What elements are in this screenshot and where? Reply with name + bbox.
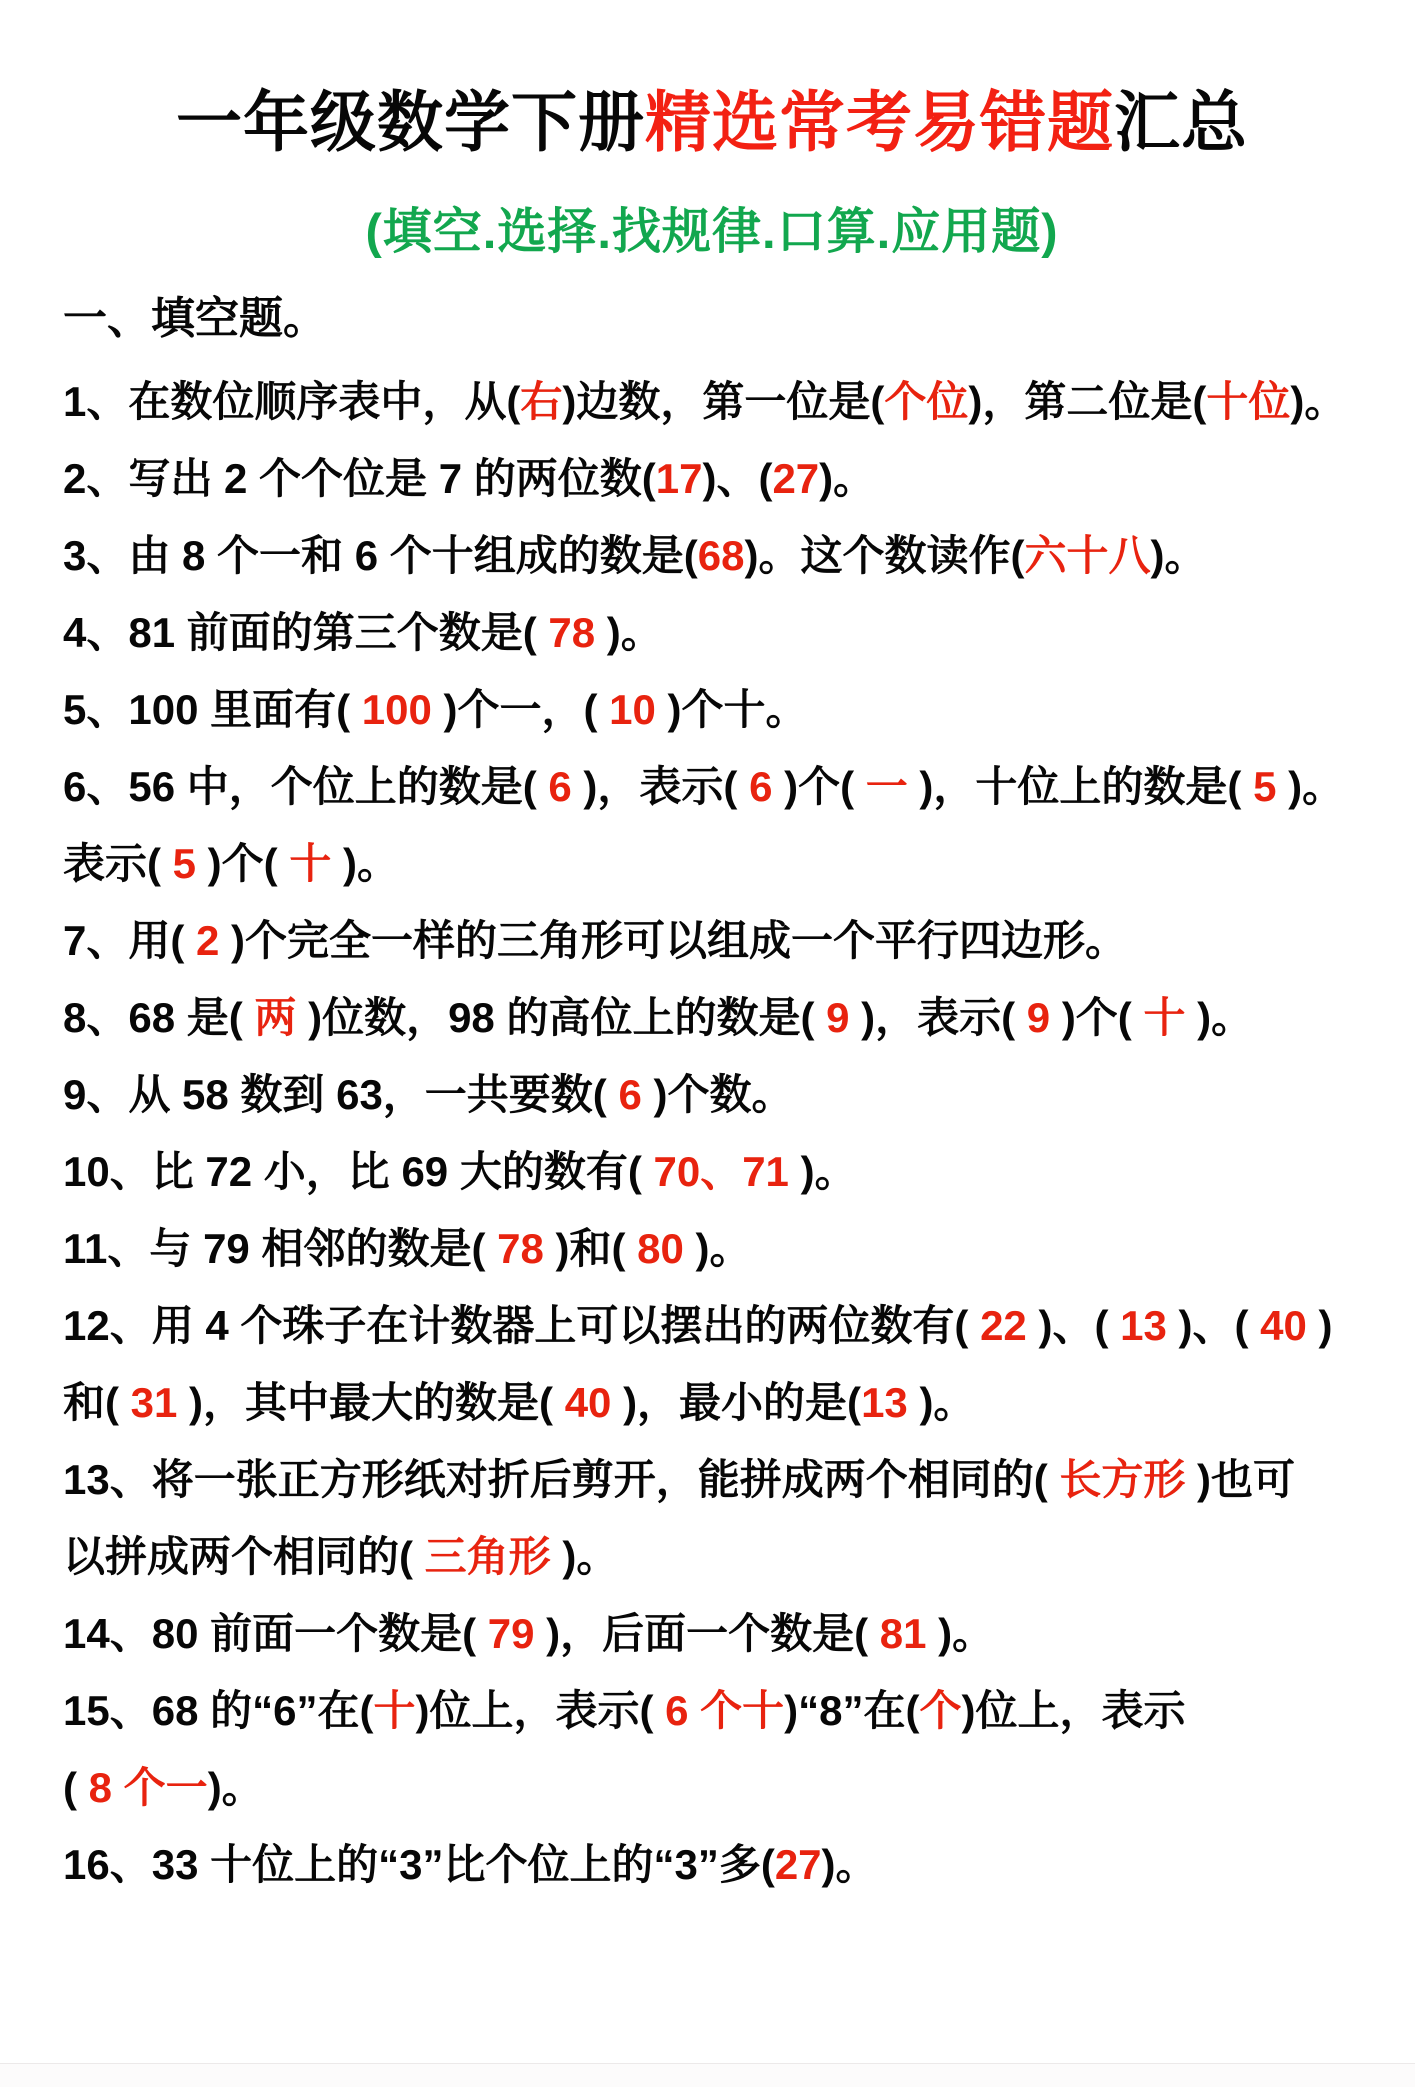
question-item-12 — [63, 1287, 1361, 1441]
answer-text: 27 — [774, 1841, 822, 1888]
question-item-6 — [63, 748, 1361, 902]
page-title-part2: 精选常考易错题 — [645, 85, 1114, 159]
question-text: )个完全一样的三角形可以组成一个平行四边形。 — [219, 917, 1128, 964]
question-text: 12、用 4 个珠子在计数器上可以摆出的两位数有( — [63, 1302, 981, 1349]
question-text: 5、100 里面有( — [63, 686, 362, 733]
answer-text: 31 — [130, 1379, 178, 1426]
question-text: 16、33 十位上的“3”比个位上的“3”多( — [63, 1841, 775, 1888]
question-item-15 — [63, 1672, 1361, 1826]
question-text: 7、用( — [63, 917, 197, 964]
section-heading-fill-in-blanks: 一、填空题。 — [63, 294, 327, 343]
page-subtitle: (填空.选择.找规律.口算.应用题) — [365, 205, 1059, 259]
question-text: 3、由 8 个一和 6 个十组成的数是( — [63, 532, 698, 579]
answer-text: 10 — [609, 686, 656, 733]
answer-text: 个 — [919, 1687, 962, 1734]
question-text: )。 — [550, 1533, 619, 1580]
page-bottom-edge — [0, 2063, 1415, 2087]
answer-text: 78 — [497, 1225, 544, 1272]
question-text: )位上，表示 — [961, 1687, 1186, 1734]
answer-text: 十位 — [1206, 378, 1291, 425]
answer-text: 三角形 — [424, 1533, 551, 1580]
question-item-11 — [63, 1210, 1361, 1287]
answer-text: 十 — [289, 840, 332, 887]
question-text: )、( — [702, 455, 773, 502]
answer-text: 13 — [861, 1379, 908, 1426]
answer-text: 78 — [548, 609, 596, 656]
question-text: )。 — [788, 1148, 857, 1195]
answer-text: 十 — [373, 1687, 416, 1734]
question-list — [63, 363, 1361, 1903]
question-item-2 — [63, 440, 1361, 517]
question-text: 15、68 的“6”在( — [63, 1687, 374, 1734]
question-text: )。这个数读作( — [744, 532, 1025, 579]
question-text: )和( — [543, 1225, 638, 1272]
question-text: 6、56 中，个位上的数是( — [63, 763, 549, 810]
question-text: )。 — [1185, 994, 1254, 1041]
answer-text: 9 — [1026, 994, 1051, 1041]
question-text: )。 — [331, 840, 399, 887]
question-text: )，第二位是( — [968, 378, 1207, 425]
answer-text: 81 — [879, 1610, 927, 1657]
question-text: 1、在数位顺序表中，从( — [63, 378, 521, 425]
page-title — [63, 86, 1361, 158]
question-text: )。 — [683, 1225, 752, 1272]
question-text: 和( — [63, 1379, 131, 1426]
question-text: )，表示( — [571, 763, 750, 810]
question-text: )位上，表示( — [415, 1687, 666, 1734]
answer-text: 9 — [826, 994, 850, 1041]
question-text: )。 — [1290, 378, 1347, 425]
question-text: )个十。 — [655, 686, 808, 733]
question-text: )，后面一个数是( — [534, 1610, 880, 1657]
answer-text: 17 — [655, 455, 703, 502]
question-item-14 — [63, 1595, 1361, 1672]
question-text: ) — [1306, 1302, 1333, 1349]
answer-text: 68 — [697, 532, 745, 579]
question-item-1 — [63, 363, 1361, 440]
question-item-10 — [63, 1133, 1361, 1210]
question-text: )，十位上的数是( — [907, 763, 1254, 810]
question-text: )位数，98 的高位上的数是( — [296, 994, 827, 1041]
question-item-3 — [63, 517, 1361, 594]
answer-text: 长方形 — [1059, 1456, 1186, 1503]
answer-text: 5 — [172, 840, 197, 887]
question-text: )也可 — [1185, 1456, 1296, 1503]
question-item-7 — [63, 902, 1361, 979]
question-text: )个一，( — [431, 686, 610, 733]
answer-text: 右 — [520, 378, 563, 425]
question-text: )。 — [907, 1379, 976, 1426]
question-item-9 — [63, 1056, 1361, 1133]
question-text: 13、将一张正方形纸对折后剪开，能拼成两个相同的( — [63, 1456, 1060, 1503]
answer-text: 十 — [1143, 994, 1186, 1041]
question-text: )，表示( — [849, 994, 1027, 1041]
question-text: )。 — [819, 455, 876, 502]
answer-text: 6 — [618, 1071, 642, 1118]
answer-text: 8 个一 — [88, 1764, 208, 1811]
answer-text: 6 — [548, 763, 572, 810]
question-text: )。 — [926, 1610, 995, 1657]
question-text: )“8”在( — [784, 1687, 920, 1734]
answer-text: 22 — [980, 1302, 1027, 1349]
question-item-8 — [63, 979, 1361, 1056]
answer-text: 13 — [1120, 1302, 1167, 1349]
question-text: )、( — [1166, 1302, 1261, 1349]
question-text: 2、写出 2 个个位是 7 的两位数( — [63, 455, 656, 502]
answer-text: 40 — [564, 1379, 612, 1426]
question-text: )个( — [772, 763, 866, 810]
worksheet-page — [0, 86, 1415, 1903]
question-text: ( — [63, 1764, 89, 1811]
question-text: )。 — [1150, 532, 1207, 579]
answer-text: 5 — [1253, 763, 1277, 810]
question-text: 14、80 前面一个数是( — [63, 1610, 488, 1657]
answer-text: 70、71 — [653, 1148, 789, 1195]
question-text: 以拼成两个相同的( — [63, 1533, 425, 1580]
question-text: )。 — [1276, 763, 1345, 810]
question-text: )。 — [595, 609, 663, 656]
question-text: 8、68 是( — [63, 994, 255, 1041]
question-text: 11、与 79 相邻的数是( — [63, 1225, 498, 1272]
question-item-4 — [63, 594, 1361, 671]
answer-text: 27 — [772, 455, 820, 502]
answer-text: 6 — [749, 763, 773, 810]
question-text: 9、从 58 数到 63，一共要数( — [63, 1071, 619, 1118]
question-text: )个( — [196, 840, 290, 887]
question-item-13 — [63, 1441, 1361, 1595]
question-text: )、( — [1026, 1302, 1121, 1349]
question-text: )，其中最大的数是( — [177, 1379, 565, 1426]
question-text: )个数。 — [641, 1071, 794, 1118]
question-item-5 — [63, 671, 1361, 748]
answer-text: 100 — [361, 686, 432, 733]
answer-text: 40 — [1260, 1302, 1307, 1349]
answer-text: 2 — [196, 917, 220, 964]
question-text: )。 — [207, 1764, 264, 1811]
page-title-part1: 一年级数学下册 — [176, 85, 645, 159]
question-text: 表示( — [63, 840, 173, 887]
answer-text: 个位 — [884, 378, 969, 425]
question-text: )。 — [821, 1841, 878, 1888]
answer-text: 六十八 — [1024, 532, 1151, 579]
answer-text: 两 — [254, 994, 297, 1041]
answer-text: 6 个十 — [665, 1687, 785, 1734]
answer-text: 一 — [865, 763, 908, 810]
question-item-16 — [63, 1826, 1361, 1903]
question-text: )边数，第一位是( — [562, 378, 885, 425]
question-text: )个( — [1050, 994, 1144, 1041]
answer-text: 79 — [487, 1610, 535, 1657]
answer-text: 80 — [637, 1225, 684, 1272]
question-text: 10、比 72 小，比 69 大的数有( — [63, 1148, 654, 1195]
page-title-part3: 汇总 — [1114, 85, 1248, 159]
question-text: 4、81 前面的第三个数是( — [63, 609, 549, 656]
question-text: )，最小的是( — [611, 1379, 862, 1426]
